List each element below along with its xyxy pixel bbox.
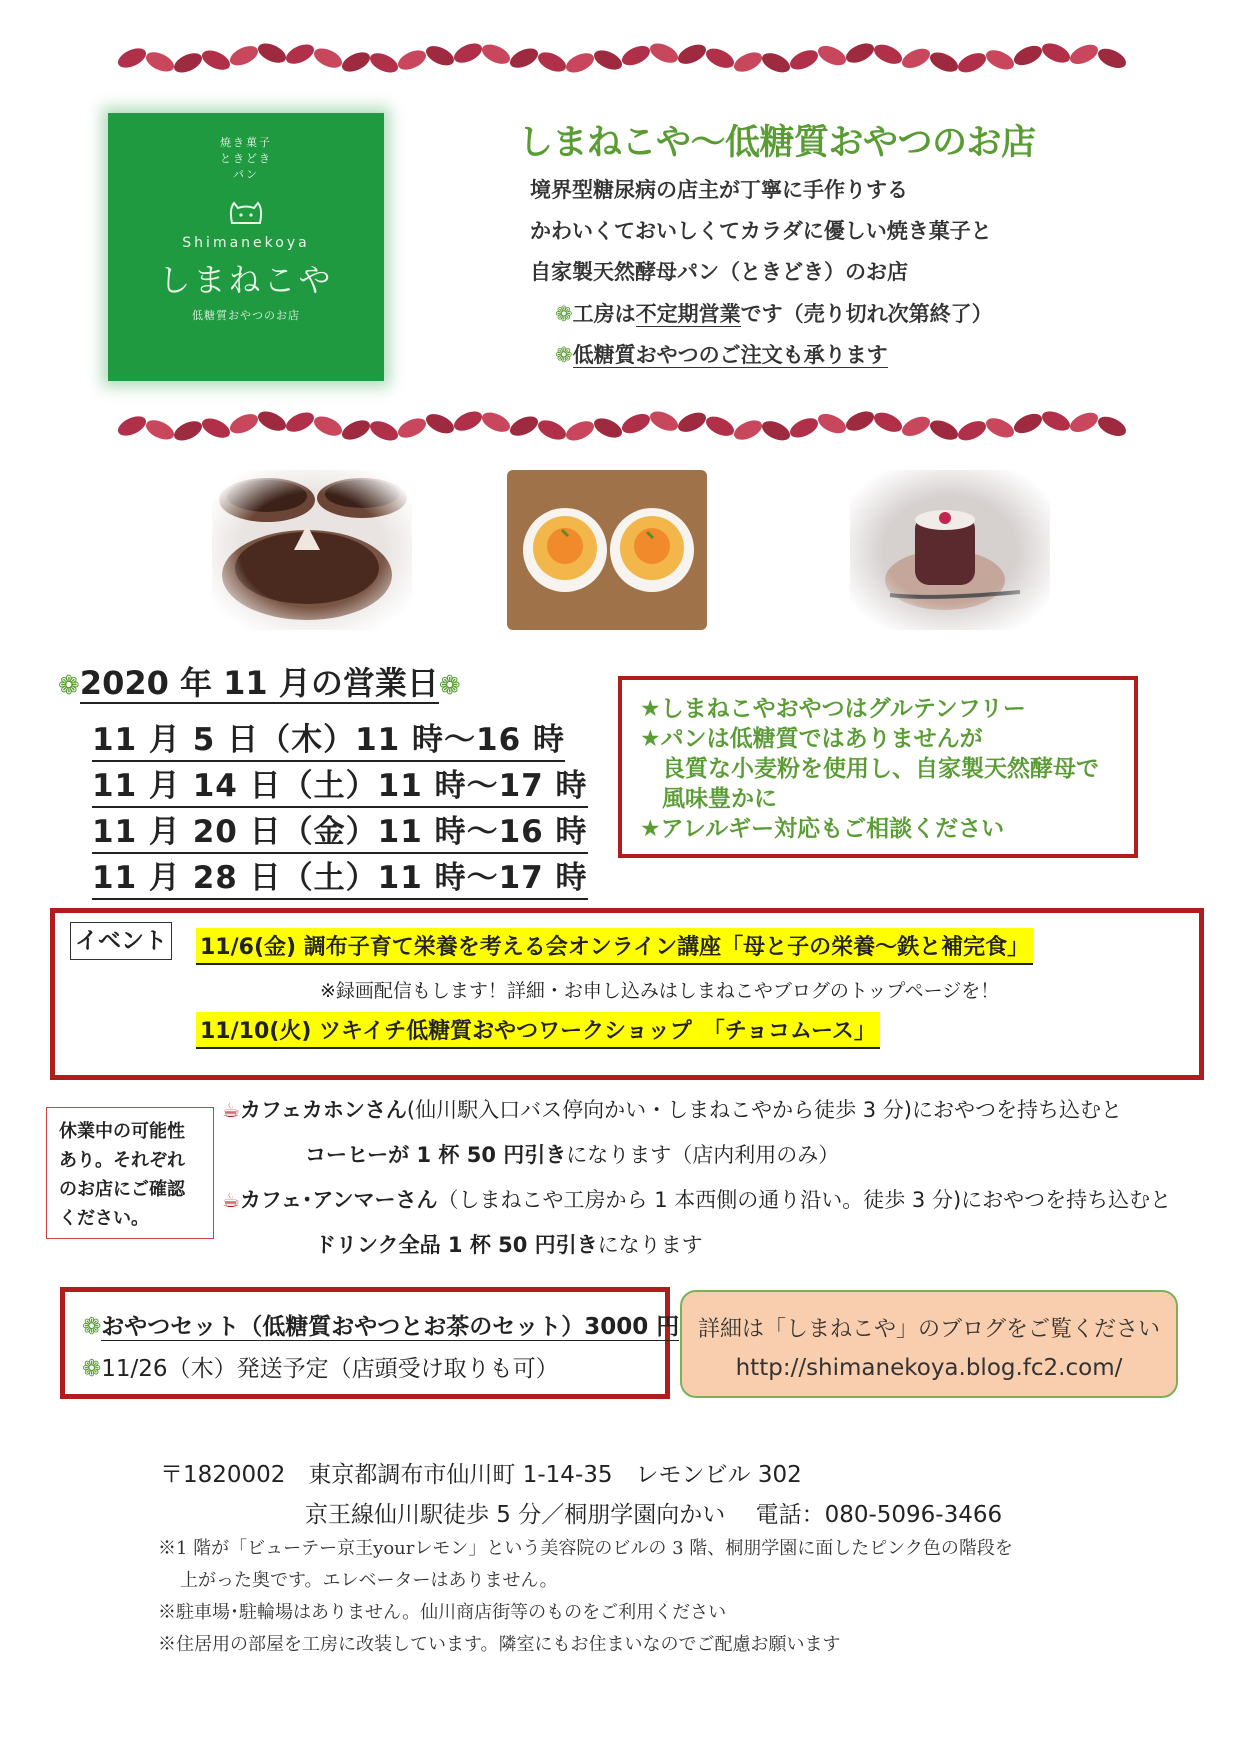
leaf-shape bbox=[339, 416, 373, 443]
address-line-2: 京王線仙川駅徒歩 5 分／桐朋学園向かい 電話：080-5096-3466 bbox=[305, 1502, 1003, 1528]
address-line-1: 〒1820002 東京都調布市仙川町 1-14-35 レモンビル 302 bbox=[160, 1462, 802, 1488]
leaf-shape bbox=[255, 408, 289, 435]
leaf-shape bbox=[675, 409, 709, 436]
leaf-shape bbox=[871, 41, 905, 68]
event-item-1-note: ※録画配信もします！詳細・お申し込みはしまねこやブログのトップページを！ bbox=[320, 980, 1000, 1002]
intro-line-3: 自家製天然酵母パン（ときどき）のお店 bbox=[530, 260, 908, 284]
leaf-shape bbox=[171, 49, 205, 76]
intro-point-1: ❁工房は不定期営業です（売り切れ次第終了） bbox=[555, 302, 993, 326]
shop-title: しまねこや～低糖質おやつのお店 bbox=[518, 123, 1036, 163]
leaf-shape bbox=[899, 413, 933, 440]
logo-tagline: 焼き菓子 ときどき パン bbox=[220, 136, 272, 181]
leaf-shape bbox=[423, 410, 457, 437]
leaf-shape bbox=[1067, 41, 1101, 68]
footnote-1: ※1 階が「ビューテー京王yourレモン」という美容院のビルの 3 階、桐朋学園に面したピンク色の階段を bbox=[158, 1538, 1013, 1559]
shop-logo bbox=[108, 113, 384, 381]
leaf-shape bbox=[675, 41, 709, 68]
leaf-shape bbox=[118, 412, 149, 439]
cafe-1-line: ☕カフェカホンさん(仙川駅入口バス停向かい・しまねこやから徒歩 3 分)におやつを持ち込むと bbox=[222, 1098, 1122, 1122]
leaf-shape bbox=[843, 407, 877, 434]
coffee-cup-icon: ☕ bbox=[222, 1098, 240, 1122]
leaf-shape bbox=[647, 39, 681, 66]
leaf-shape bbox=[759, 49, 793, 76]
leaf-shape bbox=[983, 46, 1017, 73]
flower-icon: ❁ bbox=[82, 1314, 102, 1340]
leaf-shape bbox=[815, 410, 849, 437]
leaf-garland-middle bbox=[118, 404, 1138, 448]
info-note-2: ★パンは低糖質ではありませんが bbox=[640, 726, 983, 752]
leaf-shape bbox=[619, 42, 653, 69]
leaf-garland-top bbox=[118, 36, 1138, 80]
leaf-shape bbox=[255, 40, 289, 67]
photo-chocolate-tarts bbox=[212, 470, 412, 630]
footnote-3: ※駐車場･駐輪場はありません。仙川商店街等のものをご利用ください bbox=[158, 1602, 727, 1623]
leaf-shape bbox=[1011, 410, 1045, 437]
logo-subtitle: 低糖質おやつのお店 bbox=[192, 309, 300, 322]
footnote-4: ※住居用の部屋を工房に改装しています。隣室にもお住まいなのでご配慮お願います bbox=[158, 1634, 841, 1655]
leaf-shape bbox=[731, 48, 765, 75]
business-day-3: 11 月 20 日（金）11 時～16 時 bbox=[92, 812, 588, 854]
leaf-shape bbox=[591, 46, 625, 73]
leaf-shape bbox=[199, 47, 233, 74]
intro-point-2: ❁低糖質おやつのご注文も承ります bbox=[555, 343, 888, 367]
leaf-shape bbox=[451, 40, 485, 67]
logo-name: しまねこや bbox=[158, 261, 334, 299]
blog-text: 詳細は「しまねこや」のブログをご覧ください bbox=[697, 1317, 1160, 1342]
leaf-shape bbox=[311, 44, 345, 71]
info-note-5: ★アレルギー対応もご相談ください bbox=[640, 816, 1005, 842]
flower-icon: ❁ bbox=[555, 343, 573, 367]
leaf-shape bbox=[171, 417, 205, 444]
leaf-shape bbox=[787, 414, 821, 441]
cat-icon bbox=[108, 197, 384, 229]
leaf-shape bbox=[759, 417, 793, 444]
leaf-shape bbox=[927, 417, 961, 444]
info-note-3: 良質な小麦粉を使用し、自家製天然酵母で bbox=[662, 756, 1099, 782]
leaf-shape bbox=[535, 416, 569, 443]
leaf-shape bbox=[1039, 39, 1073, 66]
leaf-shape bbox=[311, 412, 345, 439]
info-note-4: 風味豊かに bbox=[662, 786, 777, 812]
leaf-shape bbox=[563, 417, 597, 444]
leaf-shape bbox=[815, 42, 849, 69]
leaf-shape bbox=[479, 41, 513, 68]
leaf-shape bbox=[283, 41, 317, 68]
flower-icon: ❁ bbox=[555, 302, 573, 326]
flower-icon: ❁ bbox=[438, 671, 461, 701]
blog-link[interactable]: http://shimanekoya.blog.fc2.com/ bbox=[735, 1355, 1123, 1381]
intro-line-1: 境界型糖尿病の店主が丁寧に手作りする bbox=[530, 178, 908, 202]
leaf-shape bbox=[871, 409, 905, 436]
leaf-shape bbox=[731, 416, 765, 443]
flower-icon: ❁ bbox=[58, 671, 80, 701]
leaf-shape bbox=[507, 45, 541, 72]
leaf-shape bbox=[1067, 409, 1101, 436]
leaf-shape bbox=[955, 49, 989, 76]
event-label: イベント bbox=[70, 922, 172, 960]
leaf-shape bbox=[927, 49, 961, 76]
photo-fruit-tarts bbox=[507, 470, 707, 630]
leaf-shape bbox=[395, 46, 429, 73]
leaf-shape bbox=[1039, 407, 1073, 434]
leaf-shape bbox=[227, 42, 261, 69]
leaf-shape bbox=[535, 48, 569, 75]
leaf-shape bbox=[199, 415, 233, 442]
blog-box bbox=[680, 1290, 1178, 1398]
intro-line-2: かわいくておいしくてカラダに優しい焼き菓子と bbox=[530, 219, 992, 243]
cafe-2-discount: ドリンク全品 1 杯 50 円引きになります bbox=[315, 1233, 703, 1257]
leaf-shape bbox=[118, 44, 149, 71]
leaf-shape bbox=[367, 417, 401, 444]
leaf-shape bbox=[451, 408, 485, 435]
leaf-shape bbox=[647, 407, 681, 434]
business-days-title: ❁2020 年 11 月の営業日❁ bbox=[58, 664, 461, 702]
flower-icon: ❁ bbox=[82, 1356, 102, 1382]
leaf-shape bbox=[507, 413, 541, 440]
business-day-4: 11 月 28 日（土）11 時～17 時 bbox=[92, 858, 588, 900]
logo-roman-name: Shimanekoya bbox=[182, 235, 310, 251]
leaf-shape bbox=[395, 414, 429, 441]
leaf-shape bbox=[703, 45, 737, 72]
leaf-shape bbox=[563, 49, 597, 76]
leaf-shape bbox=[283, 409, 317, 436]
cafe-1-discount: コーヒーが 1 杯 50 円引きになります（店内利用のみ） bbox=[305, 1143, 840, 1167]
footnote-2: 上がった奥です。エレベーターはありません。 bbox=[180, 1570, 558, 1591]
coffee-cup-icon: ☕ bbox=[222, 1188, 240, 1212]
leaf-shape bbox=[843, 39, 877, 66]
business-day-2: 11 月 14 日（土）11 時～17 時 bbox=[92, 766, 588, 808]
leaf-shape bbox=[899, 45, 933, 72]
info-note-1: ★しまねこやおやつはグルテンフリー bbox=[640, 696, 1026, 722]
event-item-1: 11/6(金) 調布子育て栄養を考える会オンライン講座「母と子の栄養～鉄と補完食」 bbox=[196, 928, 1033, 965]
snack-set-shipping: ❁11/26（木）発送予定（店頭受け取りも可） bbox=[82, 1356, 559, 1382]
cafe-2-line: ☕カフェ･アンマーさん（しまねこや工房から 1 本西側の通り沿い。徒歩 3 分)におやつを持ち込むと bbox=[222, 1188, 1172, 1212]
closure-warning: 休業中の可能性あり。それぞれのお店にご確認ください。 bbox=[46, 1107, 214, 1239]
business-day-1: 11 月 5 日（木）11 時～16 時 bbox=[92, 720, 565, 762]
leaf-shape bbox=[1095, 413, 1129, 440]
leaf-shape bbox=[703, 413, 737, 440]
leaf-shape bbox=[143, 416, 177, 443]
leaf-shape bbox=[787, 46, 821, 73]
leaf-shape bbox=[227, 410, 261, 437]
leaf-shape bbox=[423, 42, 457, 69]
leaf-shape bbox=[143, 48, 177, 75]
leaf-shape bbox=[983, 414, 1017, 441]
leaf-shape bbox=[1095, 45, 1129, 72]
snack-set-title: ❁おやつセット（低糖質おやつとお茶のセット）3000 円 bbox=[82, 1314, 680, 1340]
leaf-shape bbox=[591, 414, 625, 441]
event-item-2: 11/10(火) ツキイチ低糖質おやつワークショップ 「チョコムース」 bbox=[196, 1012, 880, 1049]
leaf-shape bbox=[619, 410, 653, 437]
leaf-shape bbox=[339, 48, 373, 75]
leaf-shape bbox=[479, 409, 513, 436]
photo-pudding-jar bbox=[850, 470, 1050, 630]
leaf-shape bbox=[955, 417, 989, 444]
leaf-shape bbox=[1011, 42, 1045, 69]
leaf-shape bbox=[367, 49, 401, 76]
